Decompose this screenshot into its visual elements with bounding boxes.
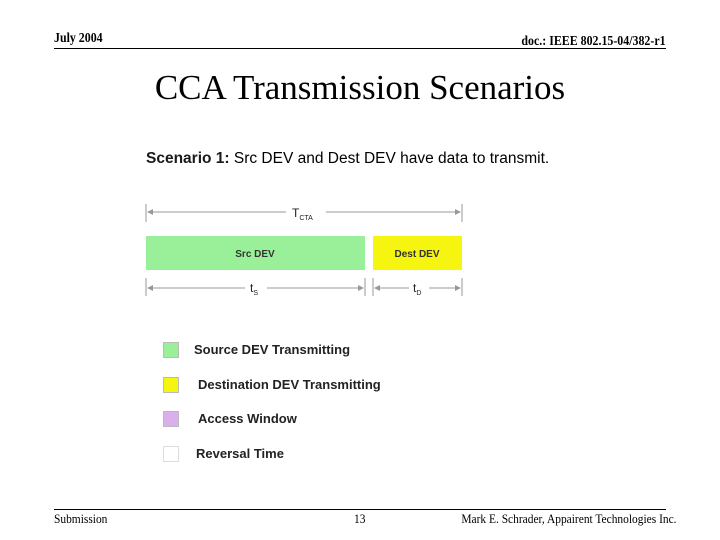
ts-subscript: S: [253, 290, 259, 297]
page-number: 13: [354, 511, 366, 526]
ts-label: $t_S$: [250, 281, 259, 297]
footer-rule: [54, 509, 666, 510]
tcta-right-arrow: [455, 209, 461, 215]
reversal-time-swatch: [163, 446, 179, 462]
legend-label-access-window: Access Window: [198, 411, 297, 426]
td-right-arrow: [455, 285, 461, 291]
legend-label-source: Source DEV Transmitting: [194, 342, 351, 357]
timing-diagram: [140, 198, 470, 300]
destination-swatch: [163, 377, 179, 393]
dest-dev-label: Dest DEV: [394, 249, 440, 260]
legend-label-destination: Destination DEV Transmitting: [198, 377, 381, 392]
source-swatch: [163, 342, 179, 358]
scenario-heading: [146, 150, 549, 168]
tcta-label: $T_{CTA}$: [292, 206, 313, 222]
td-subscript: D: [416, 290, 422, 297]
tcta-subscript: CTA: [299, 215, 313, 222]
ts-left-arrow: [147, 285, 153, 291]
header-doc-id: doc.: IEEE 802.15-04/382-r1: [521, 34, 666, 49]
ts-right-arrow: [358, 285, 364, 291]
slide-title: CCA Transmission Scenarios: [154, 68, 566, 107]
legend-label-reversal-time: Reversal Time: [196, 446, 284, 461]
access-window-swatch: [163, 411, 179, 427]
footer-author: Mark E. Schrader, Appairent Technologies Inc.: [461, 511, 677, 526]
header-rule: [54, 48, 666, 49]
header-date: July 2004: [54, 31, 103, 46]
scenario-text: Src DEV and Dest DEV have data to transmit.: [233, 150, 550, 167]
footer-submission: Submission: [54, 511, 108, 526]
tcta-left-arrow: [147, 209, 153, 215]
scenario-prefix: Scenario 1:: [146, 150, 230, 167]
td-label: $t_D$: [413, 281, 422, 297]
src-dev-label: Src DEV: [235, 249, 275, 260]
td-left-arrow: [374, 285, 380, 291]
